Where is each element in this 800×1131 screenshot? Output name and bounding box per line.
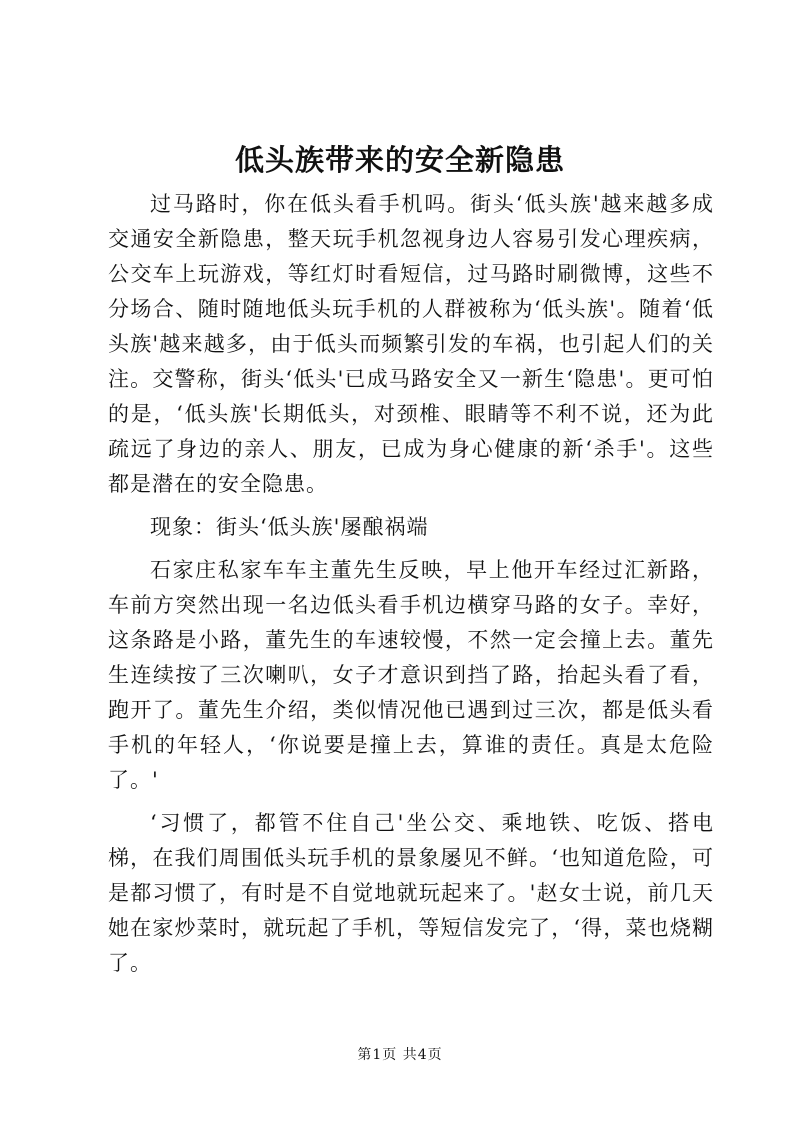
document-title: 低头族带来的安全新隐患 [234, 143, 565, 177]
paragraph-subheading: 现象：街头‘低头族'屡酿祸端 [150, 515, 429, 539]
paragraph-intro: 过马路时，你在低头看手机吗。街头‘低头族'越来越多成交通安全新隐患，整天玩手机忽视身边人容易引发心理疾病，公交车上玩游戏，等红灯时看短信，过马路时刷微博，这些不分场合、随时随地低头玩手机的人群被称为‘低头族'。随着‘低头族'越来越多，由于低头而频繁引发的车祸，也引起人们的关注。交警称，街头‘低头'已成马路安全又一新生‘隐患'。更可怕的是，‘低头族'长期低头，对颈椎、眼睛等不利不说，还为此疏远了身边的亲人、朋友，已成为身心健康的新‘杀手'。这些都是潜在的安全隐患。 [108, 192, 714, 496]
page-number-footer: 第1页 共4页 [357, 1047, 443, 1063]
paragraph-habit: ‘习惯了，都管不住自己'坐公交、乘地铁、吃饭、搭电梯，在我们周围低头玩手机的景象屡见不鲜。‘也知道危险，可是都习惯了，有时是不自觉地就玩起来了。'赵女士说，前几天她在家炒菜时，就玩起了手机，等短信发完了，‘得，菜也烧糊了。 [108, 811, 714, 975]
document-body [108, 187, 714, 981]
paragraph-case: 石家庄私家车车主董先生反映，早上他开车经过汇新路，车前方突然出现一名边低头看手机边横穿马路的女子。幸好，这条路是小路，董先生的车速较慢，不然一定会撞上去。董先生连续按了三次喇叭，女子才意识到挡了路，抬起头看了看，跑开了。董先生介绍，类似情况他已遇到过三次，都是低头看手机的年轻人，‘你说要是撞上去，算谁的责任。真是太危险了。' [108, 558, 714, 792]
